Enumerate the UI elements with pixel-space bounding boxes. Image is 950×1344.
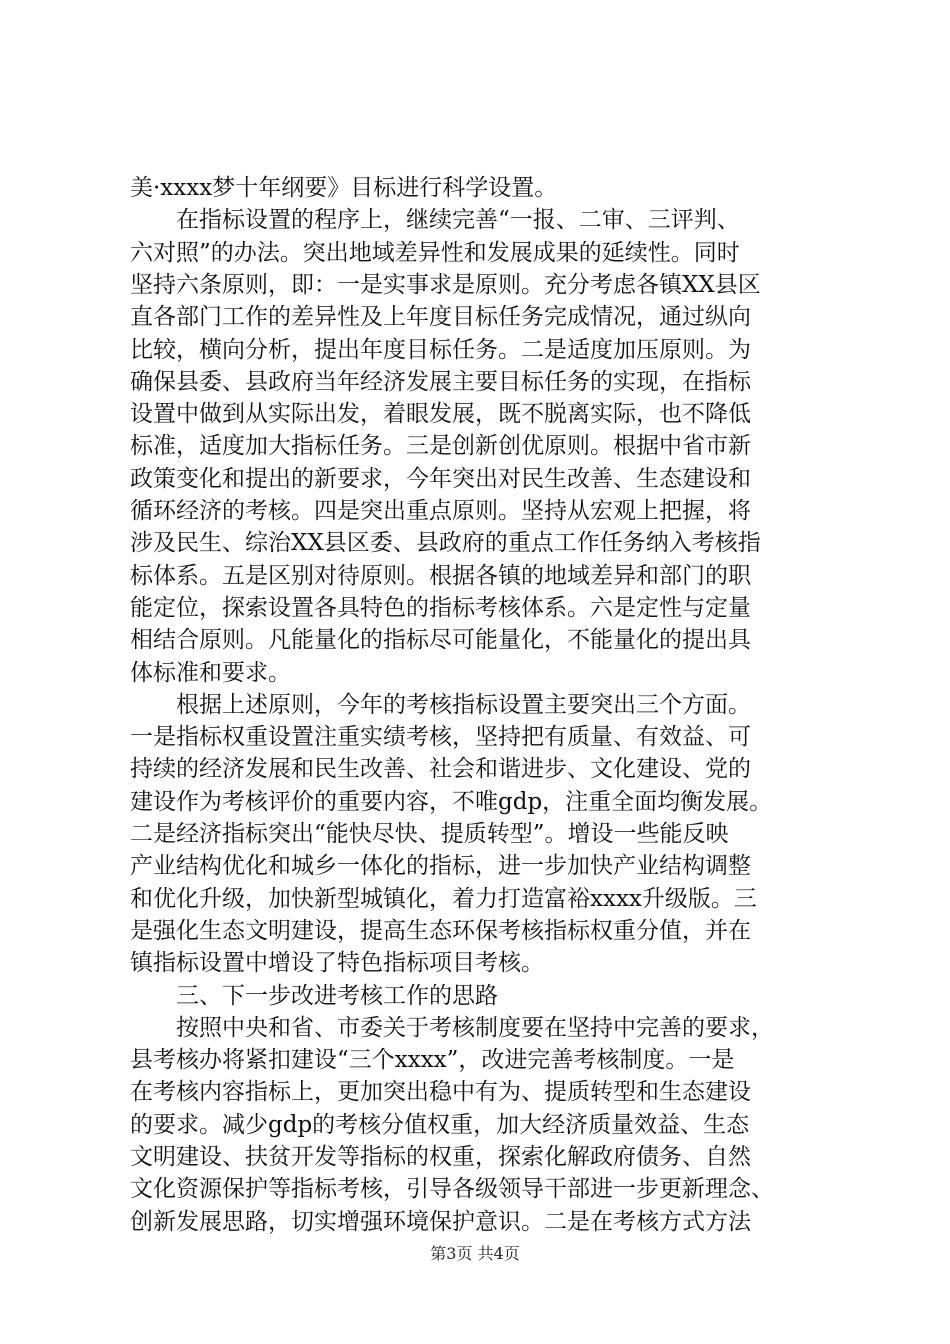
text-line: 政策变化和提出的新要求，今年突出对民生改善、生态建设和 xyxy=(130,465,751,492)
text-line: 相结合原则。凡能量化的指标尽可能量化，不能量化的提出具 xyxy=(130,627,751,654)
text-line: 创新发展思路，切实增强环境保护意识。二是在考核方式方法 xyxy=(130,1208,751,1235)
text-line: 涉及民生、综治XX县区委、县政府的重点工作任务纳入考核指 xyxy=(130,530,761,557)
text-line: 比较，横向分析，提出年度目标任务。二是适度加压原则。为 xyxy=(130,336,751,363)
text-line: 建设作为考核评价的重要内容，不唯gdp，注重全面均衡发展。 xyxy=(130,788,773,815)
text-line: 在指标设置的程序上，继续完善“一报、二审、三评判、 xyxy=(130,207,740,234)
text-line: 的要求。减少gdp的考核分值权重，加大经济质量效益、生态 xyxy=(130,1111,750,1138)
text-line: 文化资源保护等指标考核，引导各级领导干部进一步更新理念、 xyxy=(130,1176,774,1203)
text-line: 直各部门工作的差异性及上年度目标任务完成情况，通过纵向 xyxy=(130,304,751,331)
text-line: 三、下一步改进考核工作的思路 xyxy=(130,982,498,1009)
text-line: 在考核内容指标上，更加突出稳中有为、提质转型和生态建设 xyxy=(130,1079,751,1106)
text-line: 是强化生态文明建设，提高生态环保考核指标权重分值，并在 xyxy=(130,917,751,944)
text-line: 标体系。五是区别对待原则。根据各镇的地域差异和部门的职 xyxy=(130,562,751,589)
text-line: 体标准和要求。 xyxy=(130,659,291,686)
text-line: 根据上述原则，今年的考核指标设置主要突出三个方面。 xyxy=(130,691,751,718)
text-line: 确保县委、县政府当年经济发展主要目标任务的实现，在指标 xyxy=(130,368,751,395)
text-line: 按照中央和省、市委关于考核制度要在坚持中完善的要求， xyxy=(130,1014,774,1041)
text-line: 一是指标权重设置注重实绩考核，坚持把有质量、有效益、可 xyxy=(130,724,751,751)
text-line: 和优化升级，加快新型城镇化，着力打造富裕xxxx升级版。三 xyxy=(130,885,757,912)
text-line: 镇指标设置中增设了特色指标项目考核。 xyxy=(130,950,544,977)
text-line: 美·xxxx梦十年纲要》目标进行科学设置。 xyxy=(130,175,558,201)
text-line: 产业结构优化和城乡一体化的指标，进一步加快产业结构调整 xyxy=(130,853,751,880)
text-line: 六对照”的办法。突出地域差异性和发展成果的延续性。同时 xyxy=(130,239,740,266)
text-line: 能定位，探索设置各具特色的指标考核体系。六是定性与定量 xyxy=(130,594,751,621)
text-line: 县考核办将紧扣建设“三个xxxx”，改进完善考核制度。一是 xyxy=(130,1047,735,1074)
text-line: 设置中做到从实际出发，着眼发展，既不脱离实际，也不降低 xyxy=(130,401,751,428)
text-line: 循环经济的考核。四是突出重点原则。坚持从宏观上把握，将 xyxy=(130,498,751,524)
text-line: 坚持六条原则，即：一是实事求是原则。充分考虑各镇XX县区 xyxy=(130,271,761,298)
page-footer: 第3页 共4页 xyxy=(430,1244,520,1263)
text-line: 二是经济指标突出“能快尽快、提质转型”。增设一些能反映 xyxy=(130,821,729,847)
text-line: 文明建设、扶贫开发等指标的权重，探索化解政府债务、自然 xyxy=(130,1144,751,1170)
text-line: 持续的经济发展和民生改善、社会和谐进步、文化建设、党的 xyxy=(130,756,751,783)
text-line: 标准，适度加大指标任务。三是创新创优原则。根据中省市新 xyxy=(130,433,751,460)
